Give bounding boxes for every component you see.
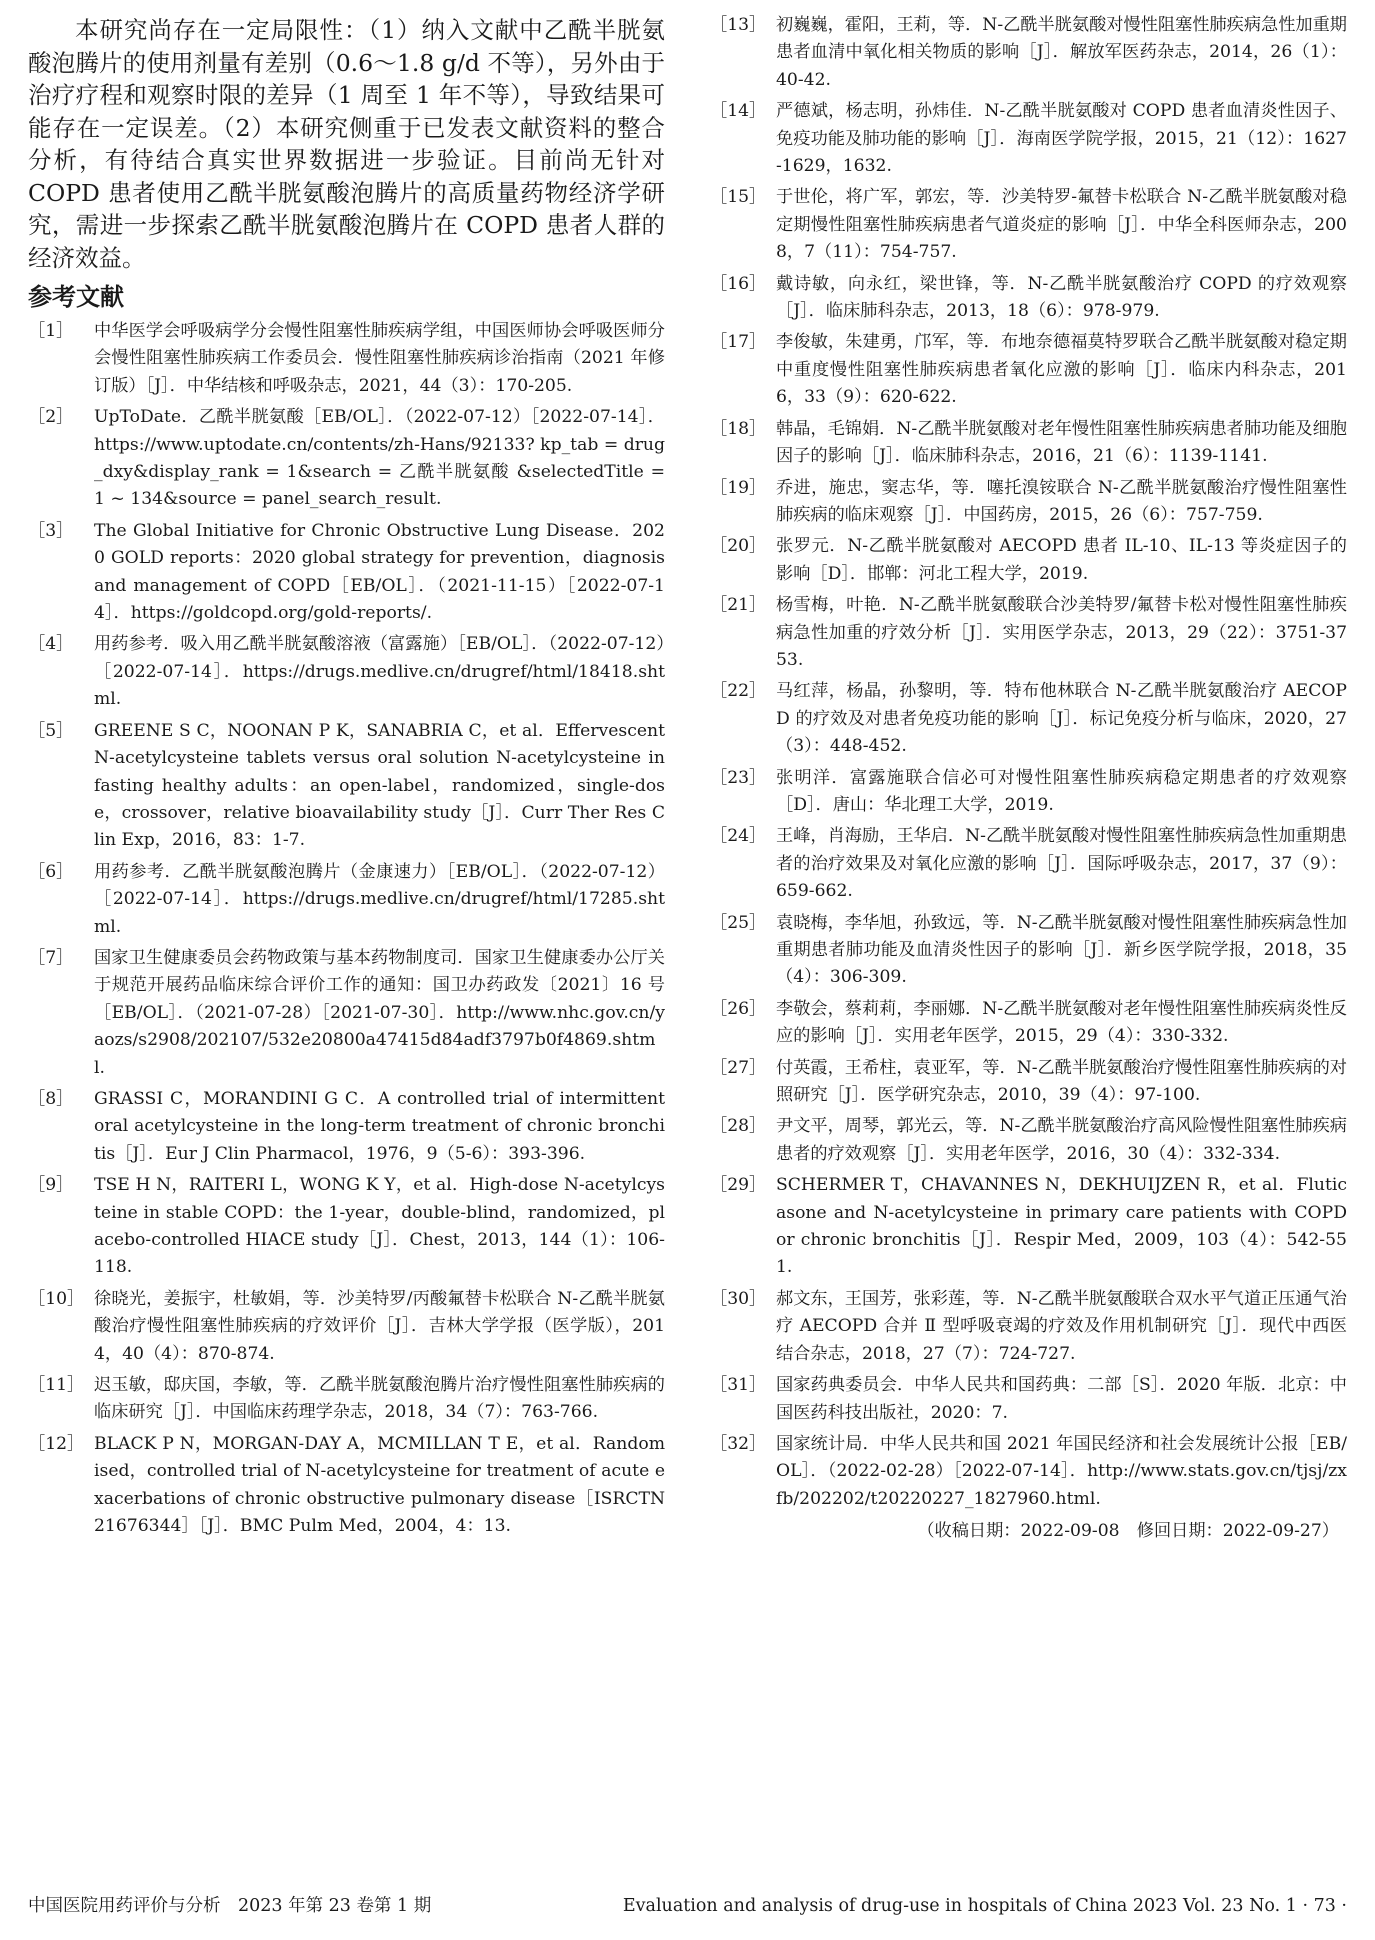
reference-item [28, 1086, 665, 1168]
reference-item [710, 329, 1347, 411]
reference-item [710, 184, 1347, 266]
reference-item [710, 823, 1347, 905]
reference-item [28, 718, 665, 855]
reference-item [710, 678, 1347, 760]
page-footer [28, 1891, 1347, 1921]
reference-item [710, 98, 1347, 180]
reference-text: 国家统计局．中华人民共和国 2021 年国民经济和社会发展统计公报［EB/OL］．（2022-02-28）［2022-07-14］．http://www.stats.gov.cn/tjsj/zxfb/202202/t20220227_1827960.html. [776, 1433, 1347, 1509]
reference-text: GREENE S C，NOONAN P K，SANABRIA C，et al．Effervescent N-acetylcysteine tablets versus oral solution N-acetylcysteine in fasting healthy adults：an open-label，randomized，single-dose，crossover，relative bioavailability study［J］．Curr Ther Res Clin Exp，2016，83：1-7. [94, 720, 665, 851]
reference-item [710, 271, 1347, 326]
reference-text: 尹文平，周琴，郭光云，等．N-乙酰半胱氨酸治疗高风险慢性阻塞性肺疾病患者的疗效观察［J］．实用老年医学，2016，30（4）：332-334. [776, 1116, 1347, 1164]
reference-number: ［29］ [710, 1175, 767, 1196]
reference-number: ［28］ [710, 1116, 767, 1137]
reference-number: ［27］ [710, 1057, 767, 1078]
reference-item [710, 1113, 1347, 1168]
reference-number: ［20］ [710, 536, 767, 557]
reference-number: ［7］ [28, 947, 74, 968]
reference-text: 王峰，肖海励，王华启．N-乙酰半胱氨酸对慢性阻塞性肺疾病急性加重期患者的治疗效果及对氧化应激的影响［J］．国际呼吸杂志，2017，37（9）：659-662. [776, 826, 1347, 902]
reference-item [28, 859, 665, 941]
reference-list-left [28, 318, 665, 1540]
reference-number: ［6］ [28, 861, 74, 882]
reference-text: The Global Initiative for Chronic Obstructive Lung Disease．2020 GOLD reports：2020 global strategy for prevention，diagnosis and management of COPD［EB/OL］．（2021-11-15）［2022-07-14］．https://goldcopd.org/gold-reports/. [94, 520, 665, 624]
reference-list-right [710, 12, 1347, 1513]
reference-number: ［15］ [710, 187, 767, 208]
reference-item [28, 1431, 665, 1541]
reference-number: ［26］ [710, 998, 767, 1019]
footer-journal-en: Evaluation and analysis of drug-use in hospitals of China 2023 Vol. 23 No. 1 · 73 · [622, 1896, 1347, 1916]
reference-number: ［22］ [710, 681, 767, 702]
reference-item [28, 318, 665, 400]
reference-text: 于世伦，将广军，郭宏，等．沙美特罗-氟替卡松联合 N-乙酰半胱氨酸对稳定期慢性阻塞性肺疾病患者气道炎症的影响［J］．中华全科医师杂志，2008，7（11）：754-757. [776, 187, 1347, 263]
reference-item [710, 12, 1347, 94]
references-heading: 参考文献 [28, 283, 124, 311]
reference-item [710, 1372, 1347, 1427]
reference-item [710, 416, 1347, 471]
reference-item [710, 1286, 1347, 1368]
reference-item [28, 1172, 665, 1282]
reference-text: 郝文东，王国芳，张彩莲，等．N-乙酰半胱氨酸联合双水平气道正压通气治疗 AECOPD 合并 Ⅱ 型呼吸衰竭的疗效及作用机制研究［J］．现代中西医结合杂志，2018，27（7）：724-727. [776, 1288, 1347, 1364]
reference-number: ［3］ [28, 520, 74, 541]
reference-item [710, 1172, 1347, 1282]
body-paragraph: 本研究尚存在一定局限性：（1）纳入文献中乙酰半胱氨酸泡腾片的使用剂量有差别（0.6～1.8 g/d 不等），另外由于治疗疗程和观察时限的差异（1 周至 1 年不等），导致结果可能存在一定误差。（2）本研究侧重于已发表文献资料的整合分析，有待结合真实世界数据进一步验证。目前尚无针对 COPD 患者使用乙酰半胱氨酸泡腾片的高质量药物经济学研究，需进一步探索乙酰半胱氨酸泡腾片在 COPD 患者人群的经济效益。 [28, 16, 665, 272]
reference-text: 中华医学会呼吸病学分会慢性阻塞性肺疾病学组，中国医师协会呼吸医师分会慢性阻塞性肺疾病工作委员会．慢性阻塞性肺疾病诊治指南（2021 年修订版）［J］．中华结核和呼吸杂志，2021，44（3）：170-205. [94, 321, 665, 396]
reference-text: 付英霞，王希柱，袁亚军，等．N-乙酰半胱氨酸治疗慢性阻塞性肺疾病的对照研究［J］．医学研究杂志，2010，39（4）：97-100. [776, 1057, 1347, 1106]
reference-number: ［23］ [710, 767, 767, 788]
received-dates: （收稿日期：2022-09-08 修回日期：2022-09-27） [917, 1521, 1339, 1542]
reference-item [28, 1372, 665, 1427]
reference-number: ［1］ [28, 321, 74, 341]
reference-number: ［24］ [710, 826, 767, 847]
reference-number: ［16］ [710, 273, 767, 294]
reference-text: 戴诗敏，向永红，梁世锋，等．N-乙酰半胱氨酸治疗 COPD 的疗效观察［J］．临床肺科杂志，2013，18（6）：978-979. [776, 273, 1347, 322]
reference-item [710, 1055, 1347, 1110]
reference-text: 韩晶，毛锦娟．N-乙酰半胱氨酸对老年慢性阻塞性肺疾病患者肺功能及细胞因子的影响［J］．临床肺科杂志，2016，21（6）：1139-1141. [776, 418, 1347, 467]
reference-text: 李俊敏，朱建勇，邝军，等．布地奈德福莫特罗联合乙酰半胱氨酸对稳定期中重度慢性阻塞性肺疾病患者氧化应激的影响［J］．临床内科杂志，2016，33（9）：620-622. [776, 332, 1347, 408]
reference-number: ［10］ [28, 1288, 85, 1309]
reference-item [28, 404, 665, 514]
reference-item [28, 945, 665, 1082]
reference-item [710, 1431, 1347, 1513]
reference-number: ［9］ [28, 1175, 74, 1196]
reference-text: 国家药典委员会．中华人民共和国药典：二部［S］．2020 年版．北京：中国医药科技出版社，2020：7. [776, 1375, 1347, 1423]
reference-number: ［14］ [710, 101, 767, 122]
reference-text: TSE H N，RAITERI L，WONG K Y，et al．High-dose N-acetylcysteine in stable COPD：the 1-year，double-blind，randomized，placebo-controlled HIACE study［J］．Chest，2013，144（1）：106-118. [94, 1175, 665, 1278]
reference-text: 用药参考．乙酰半胱氨酸泡腾片（金康速力）［EB/OL］．（2022-07-12）［2022-07-14］．https://drugs.medlive.cn/drugref/html/17285.shtml. [94, 861, 665, 937]
reference-text: 乔进，施忠，窦志华，等．噻托溴铵联合 N-乙酰半胱氨酸治疗慢性阻塞性肺疾病的临床观察［J］．中国药房，2015，26（6）：757-759. [776, 477, 1347, 525]
reference-text: 袁晓梅，李华旭，孙致远，等．N-乙酰半胱氨酸对慢性阻塞性肺疾病急性加重期患者肺功能及血清炎性因子的影响［J］．新乡医学院学报，2018，35（4）：306-309. [776, 912, 1347, 988]
reference-number: ［25］ [710, 912, 767, 933]
reference-number: ［18］ [710, 418, 767, 439]
reference-number: ［19］ [710, 477, 767, 498]
footer-journal-cn: 中国医院用药评价与分析 2023 年第 23 卷第 1 期 [28, 1896, 432, 1916]
reference-text: 李敬会，蔡莉莉，李丽娜．N-乙酰半胱氨酸对老年慢性阻塞性肺疾病炎性反应的影响［J］．实用老年医学，2015，29（4）：330-332. [776, 998, 1347, 1047]
reference-item [710, 475, 1347, 530]
right-column [710, 12, 1347, 1545]
reference-number: ［12］ [28, 1433, 85, 1454]
reference-text: 张罗元．N-乙酰半胱氨酸对 AECOPD 患者 IL-10、IL-13 等炎症因子的影响［D］．邯郸：河北工程大学，2019. [776, 536, 1347, 584]
reference-number: ［8］ [28, 1088, 74, 1109]
reference-text: 国家卫生健康委员会药物政策与基本药物制度司．国家卫生健康委办公厅关于规范开展药品临床综合评价工作的通知：国卫办药政发〔2021〕16 号［EB/OL］．（2021-07-28）［2021-07-30］．http://www.nhc.gov.cn/yaozs/s2908/202107/532e20800a47415d84adf3797b0f4869.shtml. [94, 947, 665, 1078]
reference-number: ［2］ [28, 407, 74, 428]
reference-item [28, 631, 665, 713]
left-column [28, 12, 665, 1544]
reference-item [28, 518, 665, 628]
reference-text: UpToDate．乙酰半胱氨酸［EB/OL］．（2022-07-12）［2022-07-14］．https://www.uptodate.cn/contents/zh-Hans/92133? kp_tab = drug_dxy&display_rank = 1&search = 乙酰半胱氨酸 &selectedTitle = 1 ~ 134&source = panel_search_result. [94, 407, 665, 510]
reference-number: ［5］ [28, 720, 74, 741]
reference-item [710, 910, 1347, 992]
reference-number: ［30］ [710, 1288, 767, 1309]
reference-number: ［31］ [710, 1375, 767, 1396]
reference-number: ［32］ [710, 1433, 767, 1454]
reference-text: 徐晓光，姜振宇，杜敏娟，等．沙美特罗/丙酸氟替卡松联合 N-乙酰半胱氨酸治疗慢性阻塞性肺疾病的疗效评价［J］．吉林大学学报（医学版），2014，40（4）：870-874. [94, 1288, 665, 1364]
reference-number: ［17］ [710, 332, 767, 353]
reference-text: 张明洋．富露施联合信必可对慢性阻塞性肺疾病稳定期患者的疗效观察［D］．唐山：华北理工大学，2019. [776, 767, 1347, 815]
reference-text: GRASSI C，MORANDINI G C．A controlled trial of intermittent oral acetylcysteine in the long-term treatment of chronic bronchitis［J］．Eur J Clin Pharmacol，1976，9（5-6）：393-396. [94, 1088, 665, 1164]
reference-text: BLACK P N，MORGAN-DAY A，MCMILLAN T E，et al．Randomised，controlled trial of N-acetylcysteine for treatment of acute exacerbations of chronic obstructive pulmonary disease［ISRCTN21676344］［J］．BMC Pulm Med，2004，4：13. [94, 1433, 665, 1537]
reference-number: ［21］ [710, 595, 767, 616]
reference-number: ［13］ [710, 15, 767, 35]
reference-text: 马红萍，杨晶，孙黎明，等．特布他林联合 N-乙酰半胱氨酸治疗 AECOPD 的疗效及对患者免疫功能的影响［J］．标记免疫分析与临床，2020，27（3）：448-452. [776, 681, 1347, 757]
reference-number: ［4］ [28, 634, 74, 655]
reference-item [710, 592, 1347, 674]
reference-text: 严德斌，杨志明，孙炜佳．N-乙酰半胱氨酸对 COPD 患者血清炎性因子、免疫功能及肺功能的影响［J］．海南医学院学报，2015，21（12）：1627-1629，1632. [776, 101, 1347, 177]
reference-item [710, 765, 1347, 820]
reference-item [710, 996, 1347, 1051]
reference-item [28, 1286, 665, 1368]
reference-item [710, 533, 1347, 588]
reference-text: 初巍巍，霍阳，王莉，等．N-乙酰半胱氨酸对慢性阻塞性肺疾病急性加重期患者血清中氧化相关物质的影响［J］．解放军医药杂志，2014，26（1）：40-42. [776, 15, 1347, 90]
reference-text: 迟玉敏，邸庆国，李敏，等．乙酰半胱氨酸泡腾片治疗慢性阻塞性肺疾病的临床研究［J］．中国临床药理学杂志，2018，34（7）：763-766. [94, 1375, 665, 1423]
reference-text: 用药参考．吸入用乙酰半胱氨酸溶液（富露施）［EB/OL］．（2022-07-12）［2022-07-14］．https://drugs.medlive.cn/drugref/html/18418.shtml. [94, 634, 665, 710]
reference-text: SCHERMER T，CHAVANNES N，DEKHUIJZEN R，et al．Fluticasone and N-acetylcysteine in primary care patients with COPD or chronic bronchitis［J］．Respir Med，2009，103（4）：542-551. [776, 1175, 1347, 1278]
reference-number: ［11］ [28, 1375, 85, 1396]
reference-text: 杨雪梅，叶艳．N-乙酰半胱氨酸联合沙美特罗/氟替卡松对慢性阻塞性肺疾病急性加重的疗效分析［J］．实用医学杂志，2013，29（22）：3751-3753. [776, 595, 1347, 670]
